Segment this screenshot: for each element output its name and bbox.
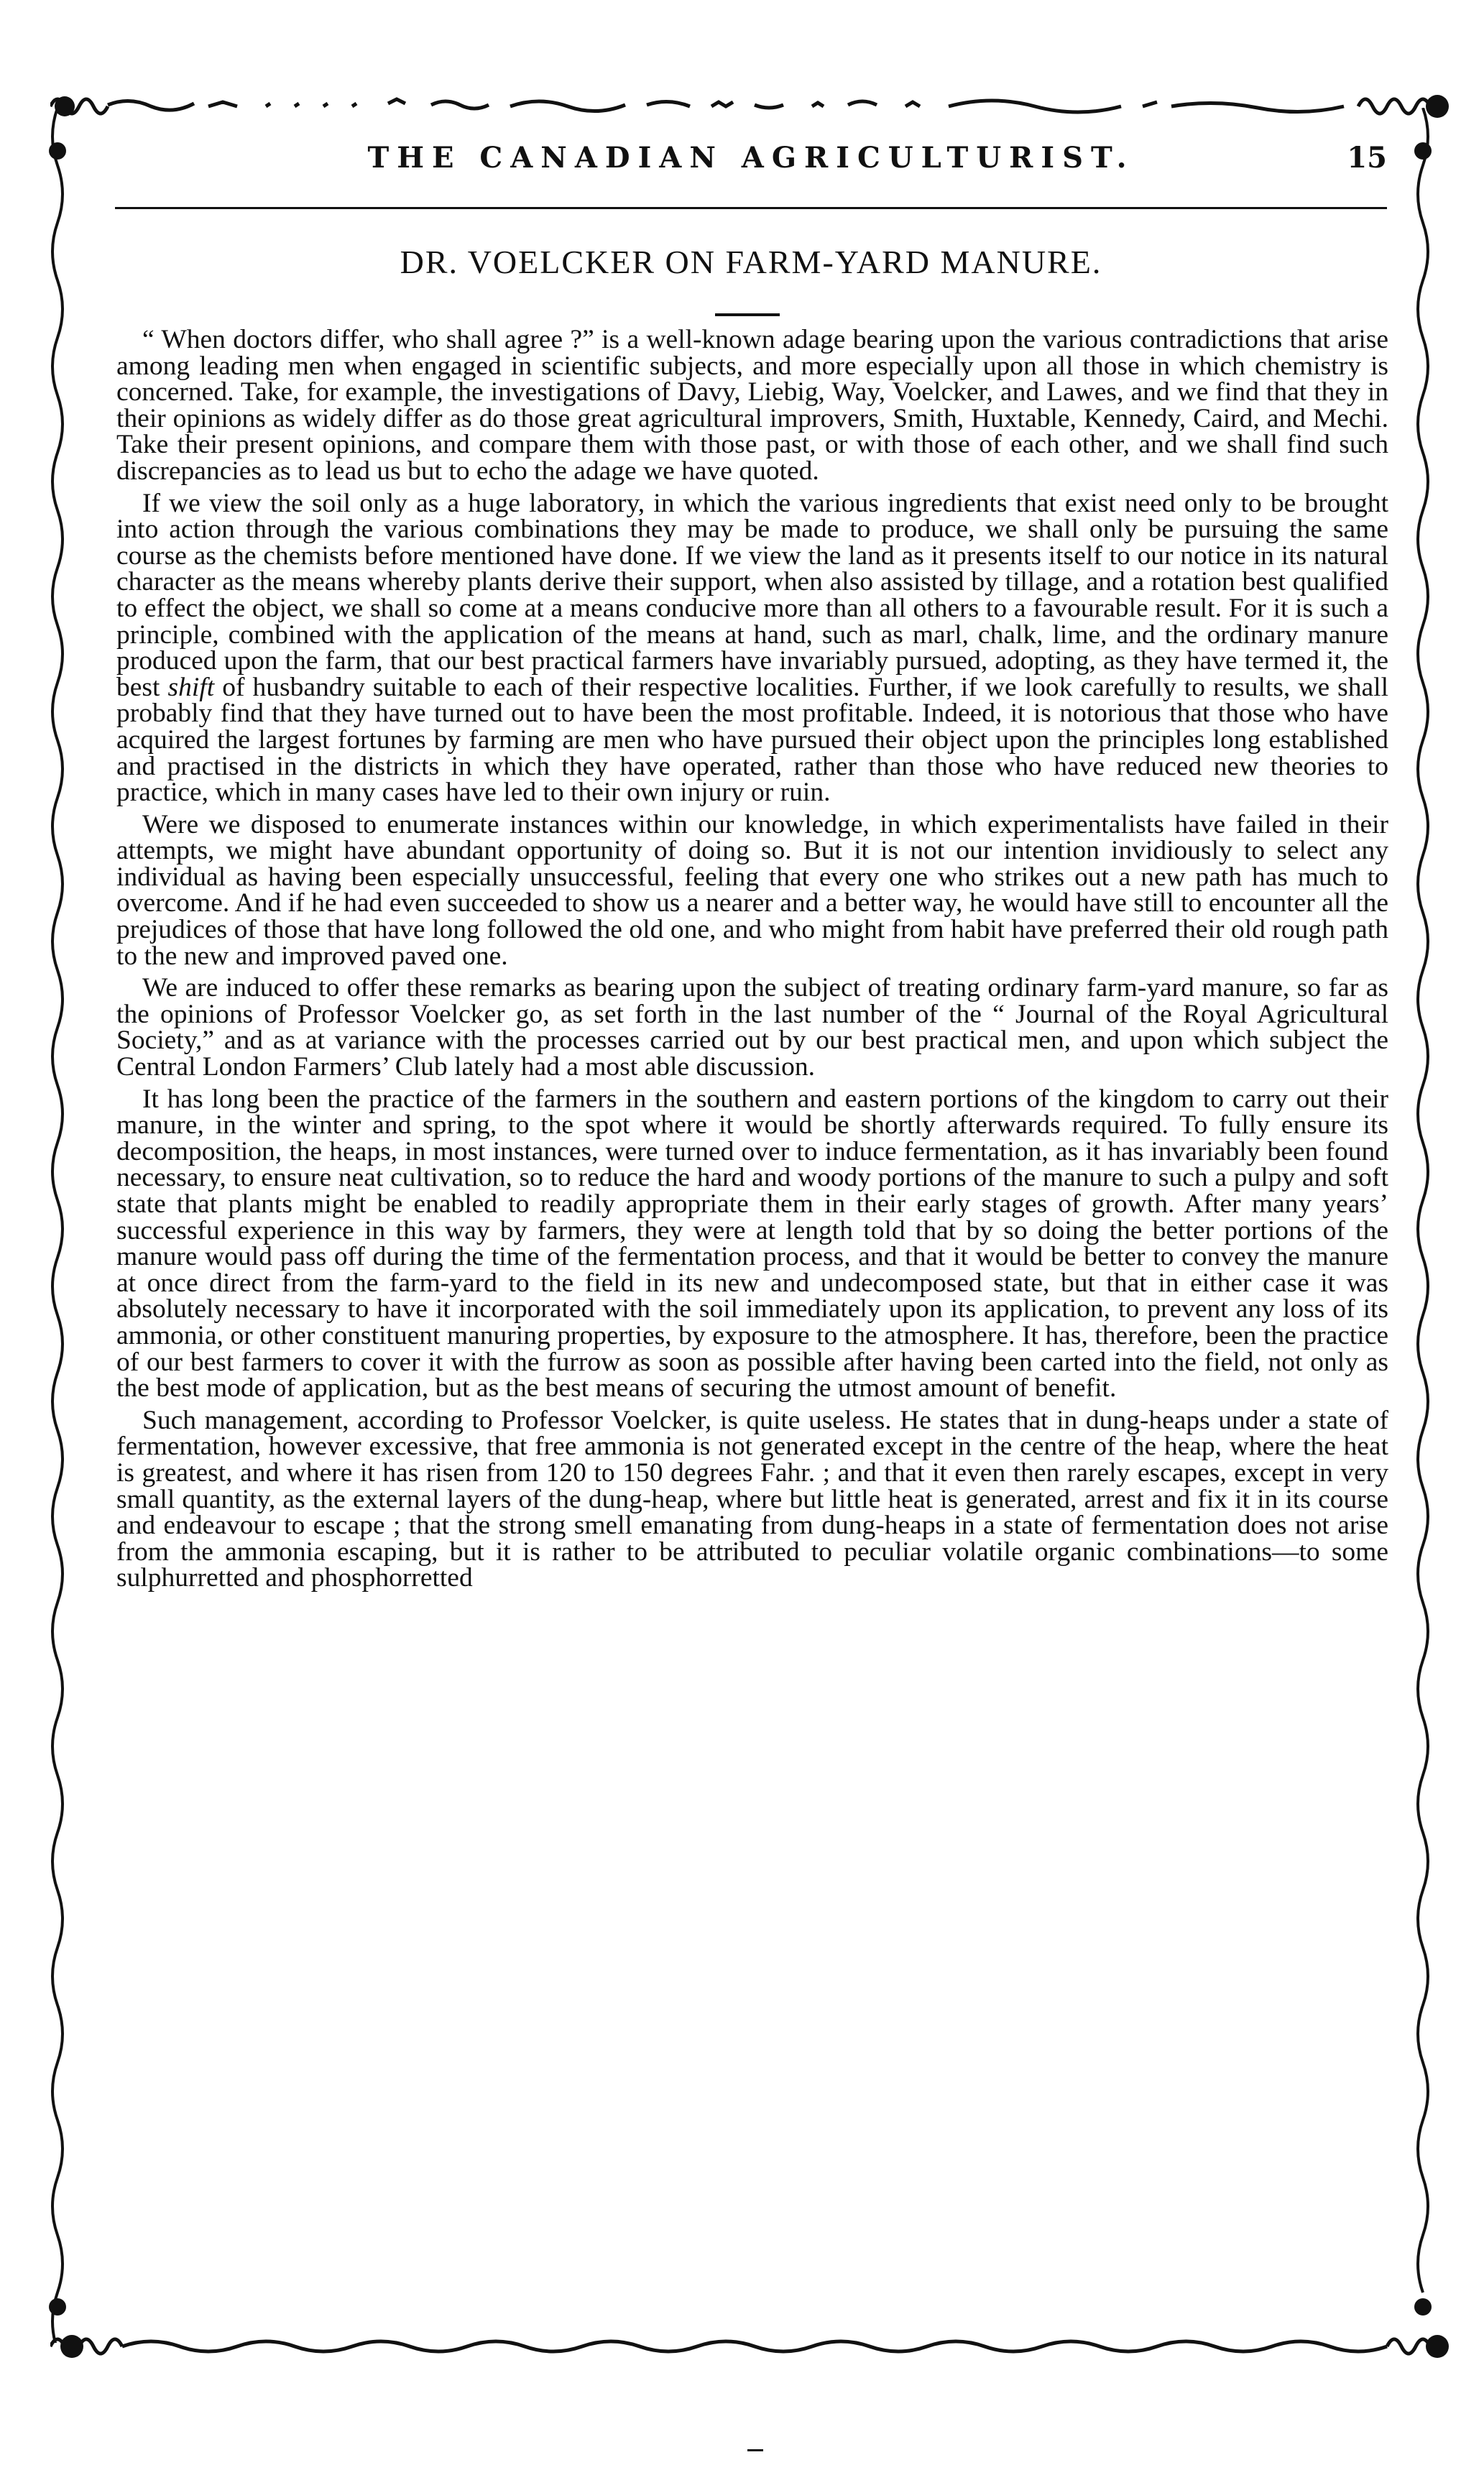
signature-mark: [747, 2449, 763, 2451]
paragraph: [116, 1405, 1388, 1593]
paragraph: [116, 1084, 1388, 1404]
article-body: [116, 327, 1388, 1598]
italic-term: shift: [167, 672, 215, 702]
paragraph-text: We are induced to offer these remarks as bearing upon the subject of treating ordinary farm-yard manure, so far as the opinions of Professor Voelcker go, as set forth in the last number of the “ Journal of the Royal Agricultural Society,” and as at variance with the processes carried out by our best practical men, and upon which subject the Central London Farmers’ Club lately had a most able discussion.: [116, 973, 1388, 1082]
paragraph: [116, 488, 1389, 808]
paragraph-text: If we view the soil only as a huge laboratory, in which the various ingredients that exist need only to be brought into action through the various combinations they may be made to produce, we shall only be pursuing the same course as the chemists before mentioned have done. If we view the land as it presents itself to our notice in its natural character as the means whereby plants derive their support, when also assisted by tillage, and a rotation best qualified to effect the object, we shall so come at a means conducive more than all others to a favourable result. For it is such a principle, combined with the application of the means at hand, such as marl, chalk, lime, and the ordinary manure produced upon the farm, that our best practical farmers have invariably pursued, adopting, as they have termed it, the best: [116, 488, 1388, 702]
paragraph-text: Were we disposed to enumerate instances within our knowledge, in which experimentalists have failed in their attempts, we might have abundant opportunity of doing so. But it is not our intention invidiously to select any individual as having been especially unsuccessful, feeling that every one who strikes out a new path has much to overcome. And if he had even succeeded to show us a nearer and a better way, he would have still to encounter all the prejudices of those that have long followed the old one, and who might from habit have preferred their old rough path to the new and improved paved one.: [116, 809, 1388, 971]
article-title: DR. VOELCKER ON FARM-YARD MANURE.: [400, 244, 1102, 280]
paragraph: [116, 975, 1388, 1080]
page-number: 15: [1347, 141, 1387, 175]
left-border-ornament: [43, 108, 72, 2343]
right-border-ornament: [1409, 108, 1437, 2343]
paragraph-text: “ When doctors differ, who shall agree ?” is a well-known adage bearing upon the various contradictions that arise among leading men when engaged in scientific subjects, and more especially upon all those in which chemistry is concerned. Take, for example, the investigations of Davy, Liebig, Way, Voelcker, and Lawes, and we find that they in their opinions as widely differ as do those great agricultural improvers, Smith, Huxtable, Kennedy, Caird, and Mechi. Take their present opinions, and compare them with those past, or with those of each other, and we shall find such discrepancies as to lead us but to echo the adage we have quoted.: [116, 325, 1388, 486]
bottom-border-ornament: [50, 2325, 1459, 2368]
header-rule: [115, 207, 1387, 209]
title-rule: [715, 313, 780, 316]
paragraph-text: of husbandry suitable to each of their respective localities. Further, if we look carefully to results, we shall probably find that they have turned out to have been the most profitable. Indeed, it is notorious that those who have acquired the largest fortunes by farming are men who have pursued their object upon the principles long established and practised in the districts in which they have operated, rather than those who have reduced new theories to practice, which in many cases have led to their own injury or ruin.: [116, 672, 1389, 808]
paragraph: [116, 809, 1388, 971]
top-border-ornament: [50, 85, 1459, 128]
paragraph-text: Such management, according to Professor Voelcker, is quite useless. He states that in dung-heaps under a state of fermentation, however excessive, that free ammonia is not generated except in the centre of the heap, where the heat is greatest, and where it has risen from 120 to 150 degrees Fahr. ; and that it even then rarely escapes, except in very small quantity, as the external layers of the dung-heap, where but little heat is generated, arrest and fix it in its course and endeavour to escape ; that the strong smell emanating from dung-heaps in a state of fermentation does not arise from the ammonia escaping, but it is rather to be attributed to peculiar volatile organic combinations—to some sulphurretted and phosphorretted: [116, 1405, 1388, 1593]
running-head: [115, 138, 1387, 178]
journal-title: THE CANADIAN AGRICULTURIST.: [367, 141, 1135, 175]
paragraph-text: It has long been the practice of the farmers in the southern and eastern portions of the kingdom to carry out their manure, in the winter and spring, to the spot where it would be shortly afterwards required. To fully ensure its decomposition, the heaps, in most instances, were turned over to induce fermentation, as it has invariably been found necessary, to ensure neat cultivation, so to reduce the hard and woody portions of the manure to such a pulpy and soft state that plants might be enabled to readily appropriate them in their early stages of growth. After many years’ successful experience in this way by farmers, they were at length told that by so doing the better portions of the manure would pass off during the time of the fermentation process, and that it would be better to convey the manure at once direct from the farm-yard to the field in its new and undecomposed state, but that in either case it was absolutely necessary to have it incorporated with the soil immediately upon its application, to prevent any loss of its ammonia, or other constituent manuring properties, by exposure to the atmosphere. It has, therefore, been the practice of our best farmers to cover it with the furrow as soon as possible after having been carted into the field, not only as the best mode of application, but as the best means of securing the utmost amount of benefit.: [116, 1084, 1388, 1404]
paragraph: [116, 327, 1388, 485]
